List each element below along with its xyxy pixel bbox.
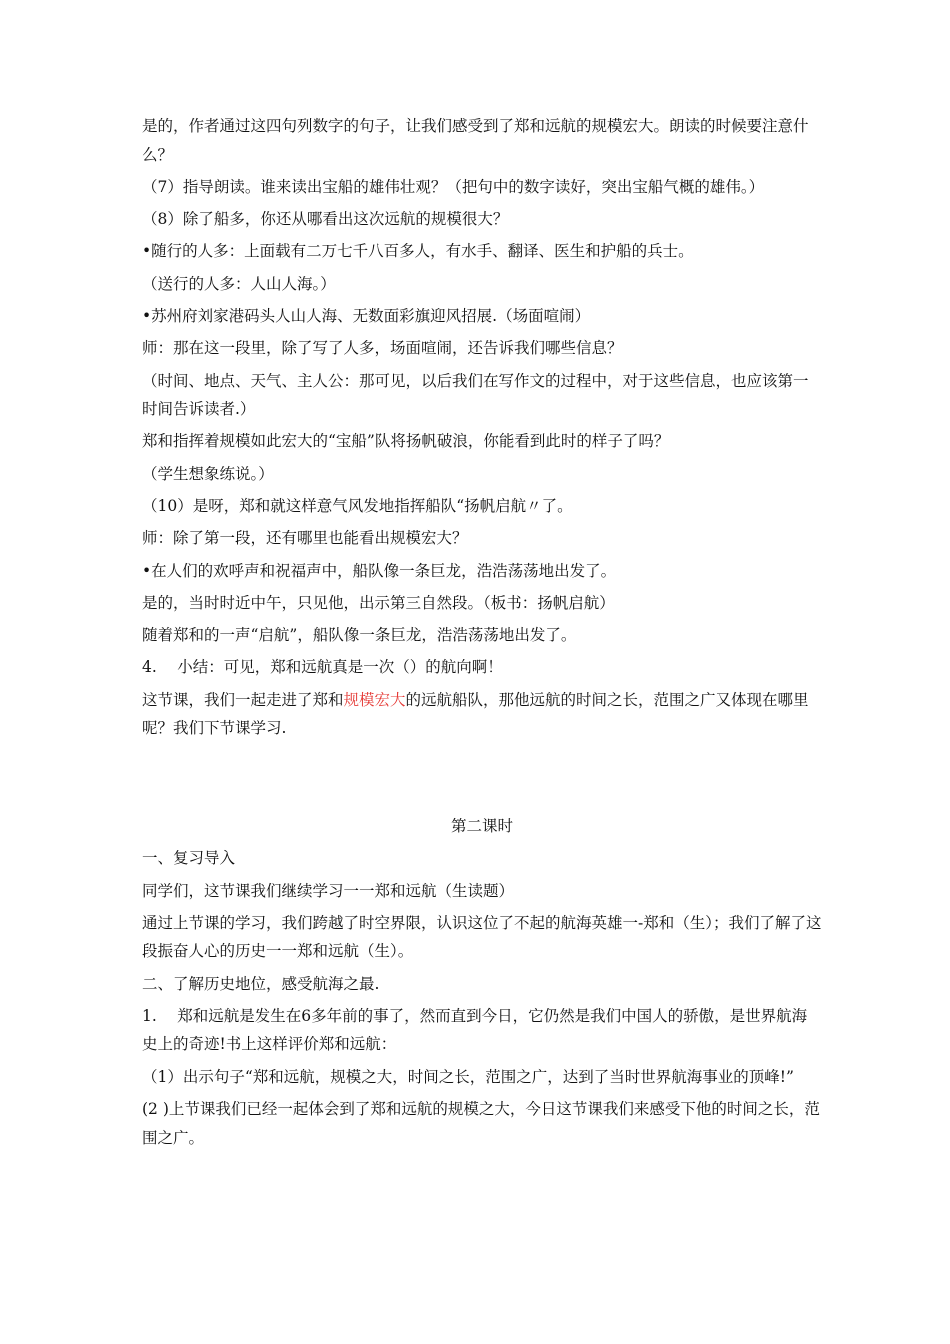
summary-suffix: 的远航船队，那他远航的时间之长，范围之广又体现在哪里呢？我们下节课学习. (142, 690, 809, 738)
paragraph: 师：那在这一段里，除了写了人多，场面喧闹，还告诉我们哪些信息？ (142, 339, 623, 358)
paragraph: （学生想象练说。） (142, 464, 274, 483)
paragraph: •在人们的欢呼声和祝福声中，船队像一条巨龙，浩浩荡荡地出发了。 (142, 561, 617, 580)
paragraph: （1）出示句子“郑和远航，规模之大，时间之长，范围之广，达到了当时世界航海事业的顶峰!” (142, 1067, 794, 1086)
lesson-one-section (142, 112, 822, 747)
paragraph: •苏州府刘家港码头人山人海、无数面彩旗迎风招展.（场面喧闹） (142, 306, 591, 325)
summary-paragraph (142, 686, 822, 743)
lesson-two-section (142, 812, 822, 1156)
paragraph: 同学们，这节课我们继续学习一一郑和远航（生读题） (142, 881, 515, 900)
summary-prefix: 这节课，我们一起走进了郑和 (142, 690, 344, 709)
paragraph: 郑和指挥着规模如此宏大的“宝船”队将扬帆破浪，你能看到此时的样子了吗？ (142, 432, 670, 451)
paragraph: （8）除了船多，你还从哪看出这次远航的规模很大？ (142, 210, 509, 229)
highlighted-phrase: 规模宏大 (343, 690, 406, 709)
paragraph: 是的，作者通过这四句列数字的句子，让我们感受到了郑和远航的规模宏大。朗读的时候要注意什么？ (142, 117, 809, 164)
paragraph: 4. 小结：可见，郑和远航真是一次（）的航向啊！ (142, 658, 503, 677)
paragraph: 是的，当时时近中午，只见他，出示第三自然段。（板书：扬帆启航） (142, 593, 615, 612)
paragraph: •随行的人多：上面载有二万七千八百多人，有水手、翻译、医生和护船的兵士。 (142, 242, 694, 261)
paragraph: 1. 郑和远航是发生在6多年前的事了，然而直到今日，它仍然是我们中国人的骄傲，是世界航海史上的奇迹!书上这样评价郑和远航： (142, 1006, 808, 1054)
section-heading: 第二课时 (450, 817, 513, 835)
paragraph: （10）是呀，郑和就这样意气风发地指挥船队“扬帆启航〃了。 (142, 496, 573, 515)
paragraph: 师：除了第一段，还有哪里也能看出规模宏大？ (142, 529, 468, 548)
paragraph: （时间、地点、天气、主人公：那可见，以后我们在写作文的过程中，对于这些信息，也应该第一时间告诉读者.） (142, 371, 809, 419)
paragraph: （7）指导朗读。谁来读出宝船的雄伟壮观？（把句中的数字读好，突出宝船气概的雄伟。） (142, 177, 765, 196)
paragraph: 随着郑和的一声“启航”，船队像一条巨龙，浩浩荡荡地出发了。 (142, 626, 577, 645)
paragraph: （送行的人多：人山人海。） (142, 274, 336, 293)
paragraph: (2 )上节课我们已经一起体会到了郑和远航的规模之大，今日这节课我们来感受下他的时间之长，范围之广。 (142, 1100, 820, 1147)
paragraph: 通过上节课的学习，我们跨越了时空界限，认识这位了不起的航海英雄一-郑和（生）；我们了解了这段振奋人心的历史一一郑和远航（生）。 (142, 913, 822, 961)
paragraph: 一、复习导入 (142, 849, 236, 868)
paragraph: 二、了解历史地位，感受航海之最. (142, 974, 380, 993)
